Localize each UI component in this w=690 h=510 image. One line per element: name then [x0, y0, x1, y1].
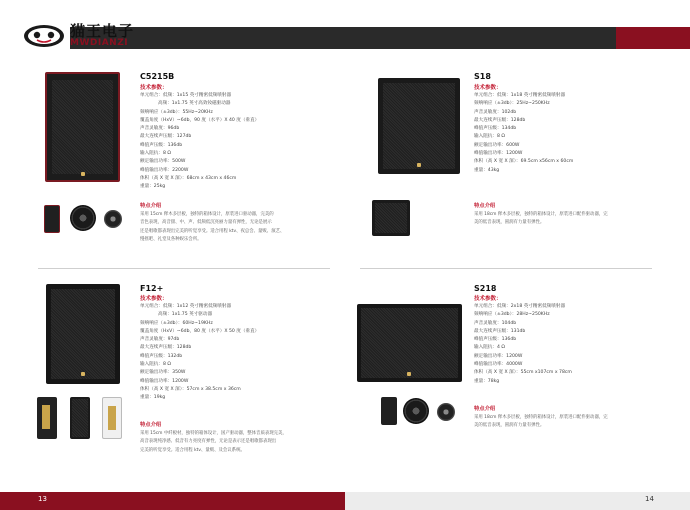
speaker-cabinet-image [46, 284, 120, 384]
spec-line: 输入阻抗：8 Ω [474, 134, 505, 140]
spec-line: 最大连续声压级：128db [474, 117, 526, 123]
spec-line: 单元组合：低频：1x12 英寸精密低频喷射器 [140, 304, 232, 309]
spec-line: 峰值输出功率：1200W [474, 151, 523, 157]
spec-line: 重量：43kg [474, 167, 500, 173]
brand-logo-icon [22, 23, 66, 49]
header-bar [70, 27, 690, 49]
header-accent [616, 27, 690, 49]
features-heading: 特点介绍 [474, 203, 496, 209]
spec-line: 峰值声压级：134db [474, 126, 517, 132]
features-line: 完美的听觉享受。适合用程 ktv、量贩、及会议系统。 [140, 447, 245, 453]
spec-line: 单元组合：低频：1x15 英寸精密低频喷射器 [140, 93, 232, 98]
spec-line: 声音灵敏度：102db [474, 109, 517, 115]
page-number-left: 13 [38, 495, 47, 503]
spec-list [474, 303, 572, 386]
spec-line: 重量：78kg [474, 378, 500, 384]
spec-line: 峰值输出功率：2200W [140, 167, 189, 173]
spec-line: 高频：1x1.75 英寸驱动器 [158, 312, 213, 318]
spec-line: 声音灵敏度：96db [140, 126, 180, 132]
spec-line: 声音灵敏度：97db [140, 337, 180, 343]
spec-line: 重量：19kg [140, 395, 166, 401]
spec-heading: 技术参数： [474, 85, 502, 91]
brand-name-en: MWDIANZI [70, 38, 129, 48]
spec-line: 峰值输出功率：4000W [474, 362, 523, 368]
features-line: 还是唱歌都表现出完美的听觉享受。适合用程 ktv、夜总会、量贩、演艺、 [140, 228, 285, 234]
spec-line: 最大连续声压级：127db [140, 134, 192, 140]
spec-heading: 技术参数： [140, 296, 168, 302]
divider-left [38, 268, 330, 269]
footer-left-band [0, 492, 345, 510]
subwoofer-cabinet-image [378, 78, 460, 174]
spec-line: 额定输出功率：1200W [474, 353, 523, 359]
features-text [474, 211, 669, 228]
features-block [474, 201, 669, 228]
speaker-small-image [37, 397, 57, 439]
features-heading: 特点介绍 [140, 422, 162, 428]
divider-right [360, 268, 652, 269]
dual-subwoofer-cabinet-image [357, 304, 462, 382]
product-model: F12+ [140, 284, 164, 293]
spec-line: 体积（高 X 宽 X 深）：57cm x 38.5cm x 36cm [140, 386, 241, 392]
product-model: S218 [474, 284, 497, 293]
spec-line: 重量：25kg [140, 184, 166, 190]
features-heading: 特点介绍 [474, 406, 496, 412]
spec-line: 频响响应（±3db）：60Hz~19KHz [140, 320, 213, 326]
page-number-right: 14 [645, 495, 654, 503]
spec-list [474, 92, 573, 175]
spec-line: 频响响应（±3db）：55Hz~20KHz [140, 109, 213, 115]
spec-line: 单元组合：低频：2x18 英寸精密低频喷射器 [474, 304, 566, 309]
spec-line: 额定输出功率：350W [140, 370, 186, 376]
woofer-driver-image [403, 398, 429, 424]
features-line: 采用 15cm 中纤板材，独特的箱体设计，国产驱动器，整体音质表现完美， [140, 431, 287, 436]
speaker-small-image-3 [102, 397, 122, 439]
spec-heading: 技术参数： [474, 296, 502, 302]
spec-line: 峰值声压级：136db [474, 337, 517, 343]
spec-line: 最大连续声压级：131db [474, 328, 526, 334]
spec-line: 峰值声压级：132db [140, 353, 183, 359]
features-text [140, 211, 335, 244]
features-block [474, 404, 669, 431]
spec-line: 额定输出功率：600W [474, 142, 520, 148]
product-model: S18 [474, 72, 491, 81]
features-line: 高音表现纯净感、低音有力亮度有弹性，无论是表示还是唱歌都表现出 [140, 439, 277, 445]
spec-line: 峰值输出功率：1200W [140, 378, 189, 384]
spec-line: 输入阻抗：8 Ω [140, 151, 171, 157]
spec-line: 单元组合：低频：1x18 英寸精密低频喷射器 [474, 93, 566, 98]
spec-heading: 技术参数： [140, 85, 168, 91]
features-text [140, 430, 335, 455]
subwoofer-small-image [372, 200, 410, 236]
woofer-driver-image [70, 205, 96, 231]
spec-list [140, 303, 259, 403]
spec-line: 频响响应（±3db）：28Hz~250KHz [474, 312, 550, 318]
spec-line: 高频：1x1.75 英寸高效钕磁驱动器 [158, 101, 231, 107]
spec-line: 最大连续声压级：128db [140, 345, 192, 351]
spec-line: 体积（高 X 宽 X 深）：55cm x107cm x 78cm [474, 370, 572, 376]
spec-line: 频响响应（±3db）：25Hz~250KHz [474, 101, 550, 107]
horn-driver-image [104, 210, 122, 228]
features-text [474, 414, 669, 431]
spec-line: 声音灵敏度：104db [474, 320, 517, 326]
features-line: 美的低音表现，圆润有力量有弹性。 [474, 423, 545, 429]
product-model: C5215B [140, 72, 175, 81]
spec-line: 峰值声压级：136db [140, 142, 183, 148]
features-line: 音色表现，高音甜、中、声、低频低沉亮丽力量有弹性，无论是展示 [140, 220, 272, 226]
spec-line: 覆盖角度（HxV）~6db，90 度（水平）X 40 度（垂直） [140, 117, 260, 123]
features-line: 采用 18cm 释木多层板，独特的箱体设计，原装进口配件驱动器，完 [474, 415, 608, 420]
features-block [140, 420, 335, 455]
spec-line: 输入阻抗：8 Ω [140, 362, 171, 368]
horn-driver-image [437, 403, 455, 421]
features-heading: 特点介绍 [140, 203, 162, 209]
features-line: 采用 18cm 释木多层板，独特的箱体设计，原装进口配件驱动器，完 [474, 212, 608, 217]
spec-line: 体积（高 X 宽 X 深）：68cm x 43cm x 46cm [140, 175, 237, 181]
features-line: 美的低音表现，圆润有力量有弹性。 [474, 220, 545, 226]
speaker-small-image-2 [70, 397, 90, 439]
spec-line: 额定输出功率：500W [140, 159, 186, 165]
spec-line: 输入阻抗：4 Ω [474, 345, 505, 351]
speaker-small-image [44, 205, 60, 233]
spec-list [140, 92, 259, 192]
footer-right-band [345, 492, 690, 510]
features-block [140, 201, 335, 244]
brand-name: 猫王电子 [70, 22, 135, 40]
features-line: 采用 15cm 释木多层板，独特的箱体设计，原装进口驱动器，完美的 [140, 212, 274, 217]
spec-line: 体积（高 X 宽 X 深）：69.5cm x56cm x 60cm [474, 159, 574, 165]
speaker-cabinet-image [45, 72, 120, 182]
speaker-small-image [381, 397, 397, 425]
features-line: 慢摇吧、礼堂及各种娱乐会所。 [140, 236, 202, 242]
spec-line: 覆盖角度（HxV）~6db，80 度（水平）X 50 度（垂直） [140, 328, 260, 334]
